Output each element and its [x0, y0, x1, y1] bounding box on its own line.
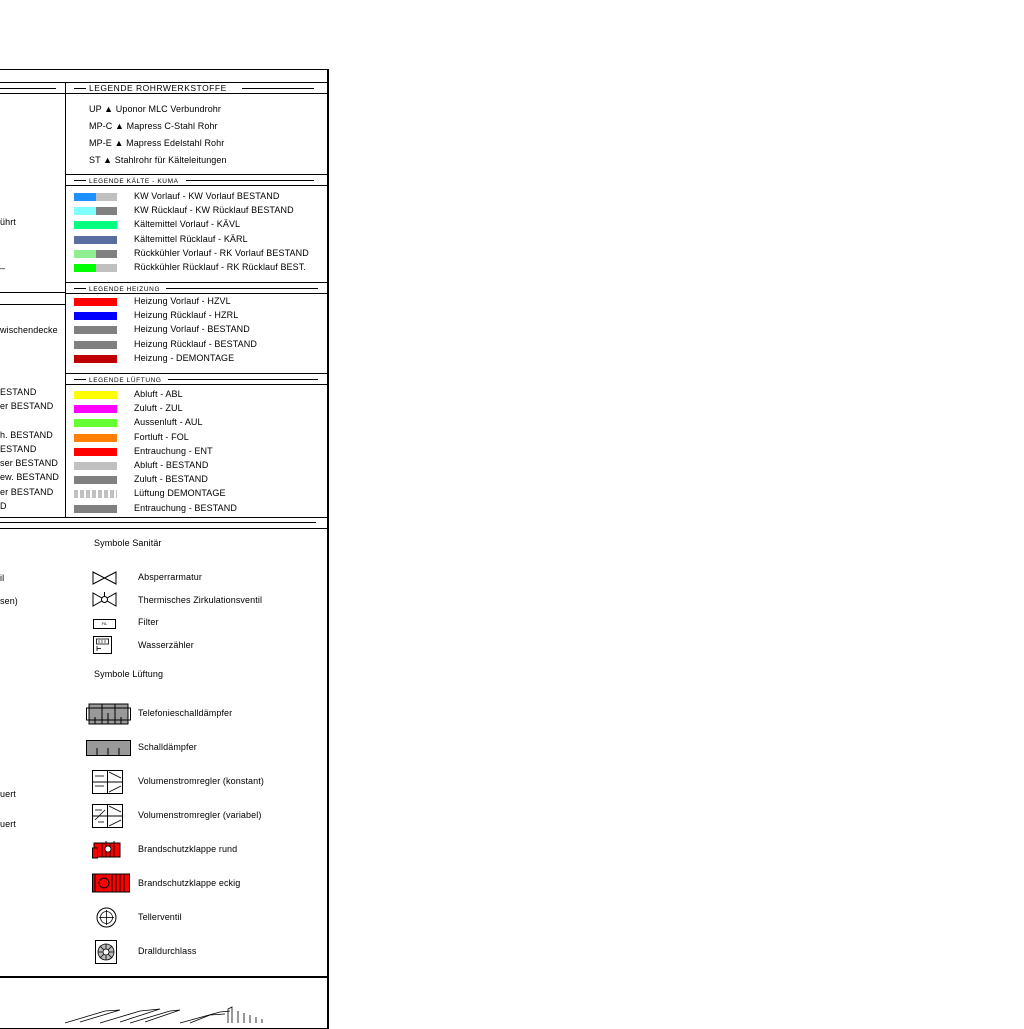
vent-label-round-fire-damper: Brandschutzklappe rund: [138, 844, 238, 854]
legend-swatch-existing: [96, 250, 117, 258]
left-fragment: ESTAND: [0, 444, 37, 454]
legend-swatch: [74, 434, 117, 442]
heating-title: LEGENDE HEIZUNG: [89, 286, 161, 293]
silencer-icon: [86, 740, 131, 756]
legend-label: Rückkühler Rücklauf - RK Rücklauf BEST.: [134, 262, 306, 272]
left-fragment: wischendecke: [0, 325, 58, 335]
left-fragment: uert: [0, 819, 16, 829]
vent-label-telephony-silencer: Telefonieschalldämpfer: [138, 708, 233, 718]
materials-title: LEGENDE ROHRWERKSTOFFE: [89, 83, 227, 93]
telephony-silencer-icon: [86, 703, 131, 725]
column-divider: [65, 82, 66, 518]
materials-item-4: ST ▲ Stahlrohr für Kälteleitungen: [89, 155, 227, 165]
legend-label: Kältemittel Vorlauf - KÄVL: [134, 219, 241, 230]
left-fragment: sen): [0, 596, 18, 606]
square-fire-damper-icon: [92, 872, 130, 894]
legend-label: Heizung Rücklauf - BESTAND: [134, 338, 257, 349]
divider-heat-1: [66, 282, 328, 283]
left-fragment: er BESTAND: [0, 401, 54, 411]
isometric-drawing-fragment: [60, 1005, 270, 1024]
vent-label-swirl-diffuser: Dralldurchlass: [138, 946, 197, 956]
left-fragment: ser BESTAND: [0, 458, 58, 468]
legend-swatch-existing: [96, 207, 117, 215]
heating-title-rule-right: [166, 288, 318, 289]
left-fragment: ew. BESTAND: [0, 472, 59, 482]
legend-swatch: [74, 264, 96, 272]
disc-valve-icon: [96, 907, 117, 928]
divider-sym-1: [0, 517, 328, 518]
divider-sym-2: [0, 528, 328, 529]
legend-swatch: [74, 236, 117, 244]
legend-label: Zuluft - ZUL: [134, 403, 183, 414]
left-fragment: ESTAND: [0, 387, 37, 397]
legend-label: Rückkühler Vorlauf - RK Vorlauf BESTAND: [134, 247, 309, 258]
left-fragment: er BESTAND: [0, 487, 54, 497]
legend-swatch: [74, 312, 117, 320]
materials-title-rule-left: [74, 88, 86, 89]
divider-bottom: [0, 976, 328, 978]
sanitary-label-thermal: Thermisches Zirkulationsventil: [138, 595, 263, 605]
materials-item-3: MP-E ▲ Mapress Edelstahl Rohr: [89, 138, 225, 148]
variable-volume-regulator-icon: [92, 804, 123, 828]
left-fragment: –: [0, 263, 6, 273]
materials-item-2: MP-C ▲ Mapress C-Stahl Rohr: [89, 121, 218, 131]
legend-swatch: [74, 341, 117, 349]
divider-left-mid-1: [0, 292, 65, 293]
legend-label: Entrauchung - ENT: [134, 445, 213, 456]
filter-icon-text: FIL: [101, 621, 108, 626]
legend-swatch: [74, 250, 96, 258]
sanitary-label-filter: Filter: [138, 617, 159, 627]
divider-left-mid-2: [0, 304, 65, 305]
legend-label: Aussenluft - AUL: [134, 417, 203, 428]
cooling-title: LEGENDE KÄLTE - KUMA: [89, 178, 179, 185]
ventilation-title-rule-right: [168, 379, 318, 380]
materials-item-1: UP ▲ Uponor MLC Verbundrohr: [89, 104, 222, 114]
sanitary-label-shutoff: Absperrarmatur: [138, 572, 202, 582]
vent-label-square-fire-damper: Brandschutzklappe eckig: [138, 878, 241, 888]
legend-swatch: [74, 490, 117, 498]
legend-swatch: [74, 391, 117, 399]
vent-label-constant-regulator: Volumenstromregler (konstant): [138, 776, 264, 786]
filter-icon: [93, 619, 116, 629]
legend-label: Abluft - BESTAND: [134, 460, 209, 470]
left-fragment: D: [0, 501, 7, 511]
legend-swatch: [74, 505, 117, 513]
vent-label-disc-valve: Tellerventil: [138, 912, 182, 922]
legend-label: Zuluft - BESTAND: [134, 474, 208, 485]
symbols-top-rule: [0, 522, 316, 523]
legend-label: Fortluft - FOL: [134, 431, 189, 442]
legend-swatch: [74, 448, 117, 456]
legend-label: Heizung - DEMONTAGE: [134, 352, 235, 363]
legend-swatch: [74, 419, 117, 427]
ventilation-title-rule-left: [74, 379, 86, 380]
left-fragment: il: [0, 573, 5, 583]
legend-label: Heizung Vorlauf - BESTAND: [134, 324, 250, 335]
left-fragment: h. BESTAND: [0, 430, 53, 440]
legend-swatch: [74, 476, 117, 484]
vent-label-silencer: Schalldämpfer: [138, 742, 197, 752]
divider-vent-1: [66, 373, 328, 374]
legend-swatch: [74, 462, 117, 470]
cooling-title-rule-right: [186, 180, 314, 181]
vent-label-variable-regulator: Volumenstromregler (variabel): [138, 810, 262, 820]
sanitary-title: Symbole Sanitär: [94, 538, 162, 548]
water-meter-icon: [93, 636, 112, 654]
left-fragment: ührt: [0, 217, 16, 227]
legend-swatch-existing: [96, 264, 117, 272]
sanitary-label-water-meter: Wasserzähler: [138, 640, 194, 650]
legend-label: KW Rücklauf - KW Rücklauf BESTAND: [134, 205, 294, 216]
legend-swatch: [74, 405, 117, 413]
frame-right-border: [327, 69, 329, 1029]
cooling-title-rule-left: [74, 180, 86, 181]
thermal-circulation-valve-icon: [92, 591, 117, 607]
legend-label: Entrauchung - BESTAND: [134, 502, 237, 513]
legend-label: Kältemittel Rücklauf - KÄRL: [134, 233, 248, 244]
round-fire-damper-icon: [92, 840, 124, 860]
legend-label: Abluft - ABL: [134, 389, 183, 399]
shutoff-valve-icon: [92, 571, 117, 585]
ventilation-symbols-title: Symbole Lüftung: [94, 669, 164, 679]
legend-swatch: [74, 355, 117, 363]
legend-swatch: [74, 207, 96, 215]
legend-swatch: [74, 326, 117, 334]
legend-swatch: [74, 298, 117, 306]
legend-label: Lüftung DEMONTAGE: [134, 488, 226, 499]
constant-volume-regulator-icon: [92, 770, 123, 794]
left-header-rule: [0, 88, 56, 89]
legend-label: Heizung Rücklauf - HZRL: [134, 310, 239, 321]
legend-label: Heizung Vorlauf - HZVL: [134, 296, 231, 306]
legend-swatch: [74, 193, 96, 201]
legend-swatch: [74, 221, 117, 229]
left-fragment: uert: [0, 789, 16, 799]
legend-label: KW Vorlauf - KW Vorlauf BESTAND: [134, 191, 280, 201]
swirl-diffuser-icon: [95, 940, 117, 964]
materials-title-rule-right: [242, 88, 314, 89]
legend-swatch-existing: [96, 193, 117, 201]
divider-cool-1: [66, 174, 328, 175]
ventilation-title: LEGENDE LÜFTUNG: [89, 377, 162, 384]
heating-title-rule-left: [74, 288, 86, 289]
